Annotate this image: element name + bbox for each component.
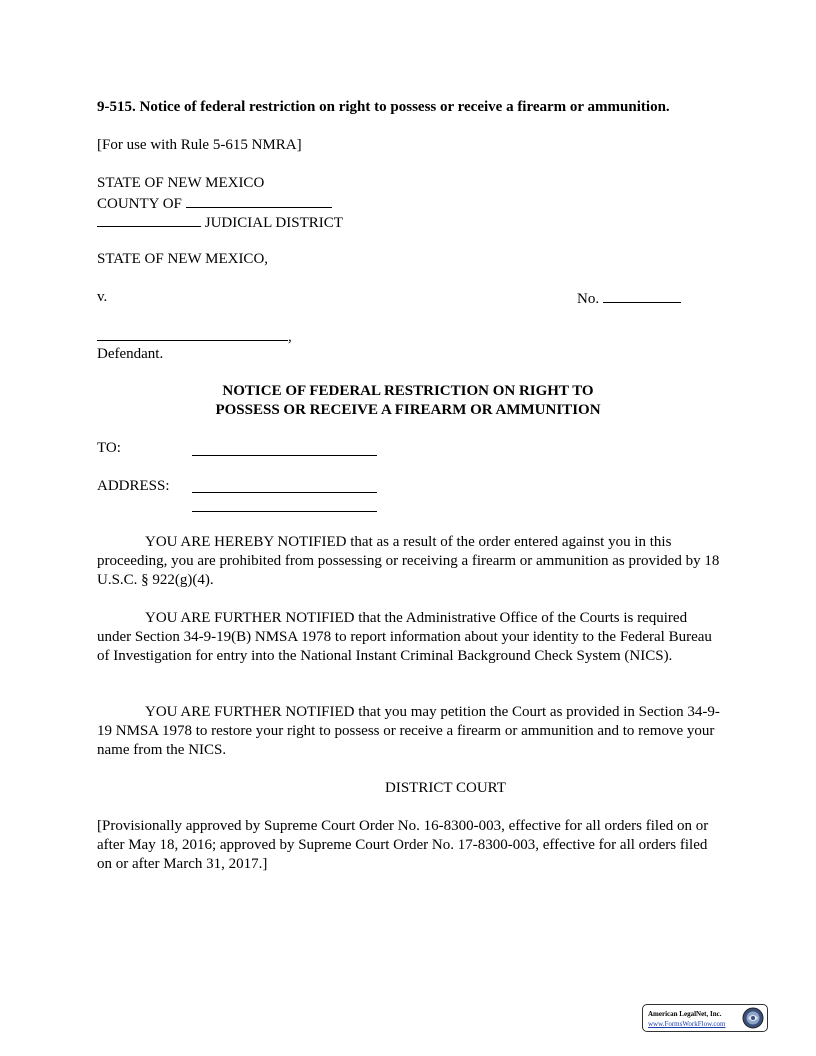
badge-url[interactable]: www.FormsWorkFlow.com	[648, 1020, 726, 1028]
paragraph-3	[97, 703, 722, 760]
county-blank[interactable]	[186, 193, 332, 208]
caption-district	[97, 212, 343, 233]
defendant-label: Defendant.	[97, 346, 164, 362]
notice-heading-line2: POSSESS OR RECEIVE A FIREARM OR AMMUNITION	[215, 402, 601, 418]
paragraph-3-text: YOU ARE FURTHER NOTIFIED that you may petition the Court as provided in Section 34-9-19 NMSA 1978 to restore your right to possess or receive a firearm or ammunition and to remove your name from the NICS.	[97, 704, 720, 758]
notice-heading-line1: NOTICE OF FEDERAL RESTRICTION ON RIGHT TO	[222, 383, 594, 399]
address-label: ADDRESS:	[97, 478, 170, 494]
address-blank-1[interactable]	[192, 492, 377, 493]
defendant-comma: ,	[288, 329, 292, 345]
footer-badge[interactable]	[642, 1004, 768, 1032]
to-label: TO:	[97, 440, 121, 456]
approval-note-text: [Provisionally approved by Supreme Court Order No. 16-8300-003, effective for all orders filed on or after May 18, 2016; approved by Supreme Court Order No. 17-8300-003, effective for all orders filed on or after March 31, 2017.]	[97, 818, 709, 872]
defendant-name-blank[interactable]	[97, 326, 288, 341]
caption-plaintiff: STATE OF NEW MEXICO,	[97, 251, 269, 267]
caption-state: STATE OF NEW MEXICO	[97, 175, 265, 191]
badge-company: American LegalNet, Inc.	[648, 1010, 722, 1018]
approval-note	[97, 817, 717, 874]
judicial-district-label: JUDICIAL DISTRICT	[204, 215, 343, 231]
county-label: COUNTY OF	[97, 196, 182, 212]
defendant-name-line	[97, 326, 292, 347]
caption-versus: v.	[97, 289, 108, 305]
case-no-label: No.	[577, 291, 600, 307]
signature-district-court: DISTRICT COURT	[385, 780, 506, 796]
caption-county	[97, 193, 332, 214]
paragraph-2	[97, 609, 722, 666]
globe-seal-icon	[742, 1007, 764, 1029]
form-title: 9-515. Notice of federal restriction on right to possess or receive a firearm or ammunition.	[97, 99, 670, 115]
address-blank-2[interactable]	[192, 511, 377, 512]
district-blank[interactable]	[97, 212, 201, 227]
paragraph-1-text: YOU ARE HEREBY NOTIFIED that as a result of the order entered against you in this proceeding, you are prohibited from possessing or receiving a firearm or ammunition as provided by 18 U.S.C. § 922(g)(4).	[97, 534, 720, 588]
case-number-blank[interactable]	[603, 288, 681, 303]
case-number	[577, 288, 681, 309]
paragraph-1	[97, 533, 722, 590]
use-note: [For use with Rule 5-615 NMRA]	[97, 137, 302, 153]
paragraph-2-text: YOU ARE FURTHER NOTIFIED that the Administrative Office of the Courts is required under Section 34-9-19(B) NMSA 1978 to report information about your identity to the Federal Bureau of Investigation for entry into the National Instant Criminal Background Check System (NICS).	[97, 610, 712, 664]
to-blank[interactable]	[192, 455, 377, 456]
